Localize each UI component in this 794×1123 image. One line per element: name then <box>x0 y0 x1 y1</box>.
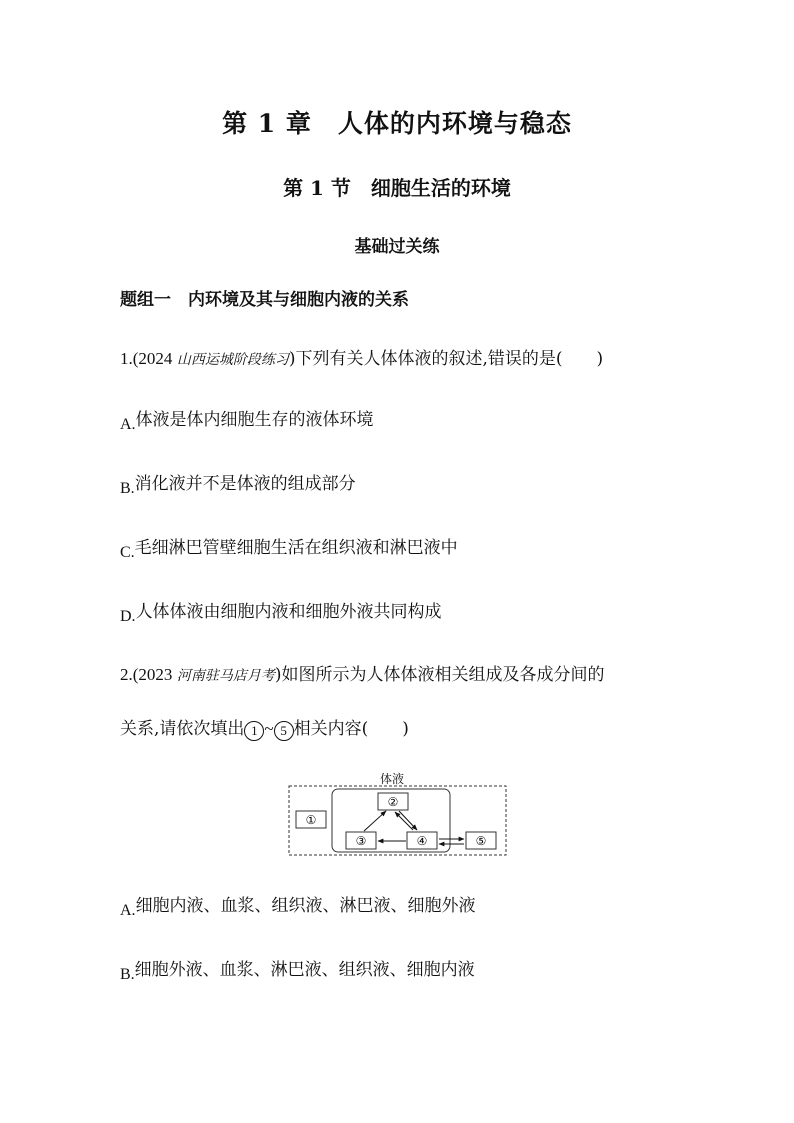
option-letter: B. <box>120 480 135 497</box>
question-1-option-a <box>120 405 374 434</box>
arrow-4-to-2 <box>395 812 413 830</box>
option-text: 毛细淋巴管壁细胞生活在组织液和淋巴液中 <box>134 538 458 558</box>
option-letter: A. <box>120 416 136 433</box>
box-5-label: ⑤ <box>475 834 487 848</box>
circled-number-1: 1 <box>244 721 264 741</box>
box-2-label: ② <box>387 795 399 809</box>
question-1-number: 1.(2024 <box>120 349 173 368</box>
question-2-text: 相关内容( <box>293 719 369 739</box>
arrow-2-to-4 <box>399 811 417 830</box>
option-letter: D. <box>120 608 136 625</box>
group-title: 题组一 内环境及其与细胞内液的关系 <box>120 290 409 310</box>
section-title: 第 1 节 细胞生活的环境 <box>283 176 511 200</box>
question-2-text: 关系,请依次填出 <box>120 719 245 739</box>
question-1-option-c <box>120 533 458 562</box>
body-fluid-diagram <box>286 766 510 860</box>
box-1-label: ① <box>305 813 317 827</box>
question-2-source: 河南驻马店月考 <box>172 668 275 684</box>
question-1-source: 山西运城阶段练习 <box>172 352 289 368</box>
option-text: 消化液并不是体液的组成部分 <box>134 474 356 494</box>
box-4-label: ④ <box>416 834 428 848</box>
option-text: 细胞内液、血浆、组织液、淋巴液、细胞外液 <box>135 896 476 916</box>
option-letter: C. <box>120 544 135 561</box>
chapter-title: 第 1 章 人体的内环境与稳态 <box>222 109 572 138</box>
circled-number-5: 5 <box>274 721 294 741</box>
practice-title: 基础过关练 <box>354 237 440 257</box>
option-text: 细胞外液、血浆、淋巴液、组织液、细胞内液 <box>134 960 475 980</box>
question-1-text: )下列有关人体体液的叙述,错误的是( <box>288 349 563 369</box>
diagram-title: 体液 <box>379 772 405 786</box>
option-letter: A. <box>120 902 136 919</box>
question-1-option-d <box>120 597 442 626</box>
range-separator: ~ <box>264 719 274 738</box>
question-2-stem-line2 <box>120 714 409 741</box>
question-2-option-a <box>120 891 476 920</box>
question-1-close: ) <box>596 349 604 369</box>
option-text: 人体体液由细胞内液和细胞外液共同构成 <box>135 602 442 622</box>
question-2-text: )如图所示为人体体液相关组成及各成分间的 <box>274 665 605 685</box>
question-2-number: 2.(2023 <box>120 665 173 684</box>
box-3-label: ③ <box>355 834 367 848</box>
option-letter: B. <box>120 966 135 983</box>
arrow-3-to-2 <box>364 811 386 831</box>
question-2-option-b <box>120 955 475 984</box>
question-2-stem-line1 <box>120 660 605 685</box>
question-2-close: ) <box>402 719 409 739</box>
option-text: 体液是体内细胞生存的液体环境 <box>135 410 374 430</box>
question-1-stem <box>120 344 603 369</box>
question-1-option-b <box>120 469 356 498</box>
